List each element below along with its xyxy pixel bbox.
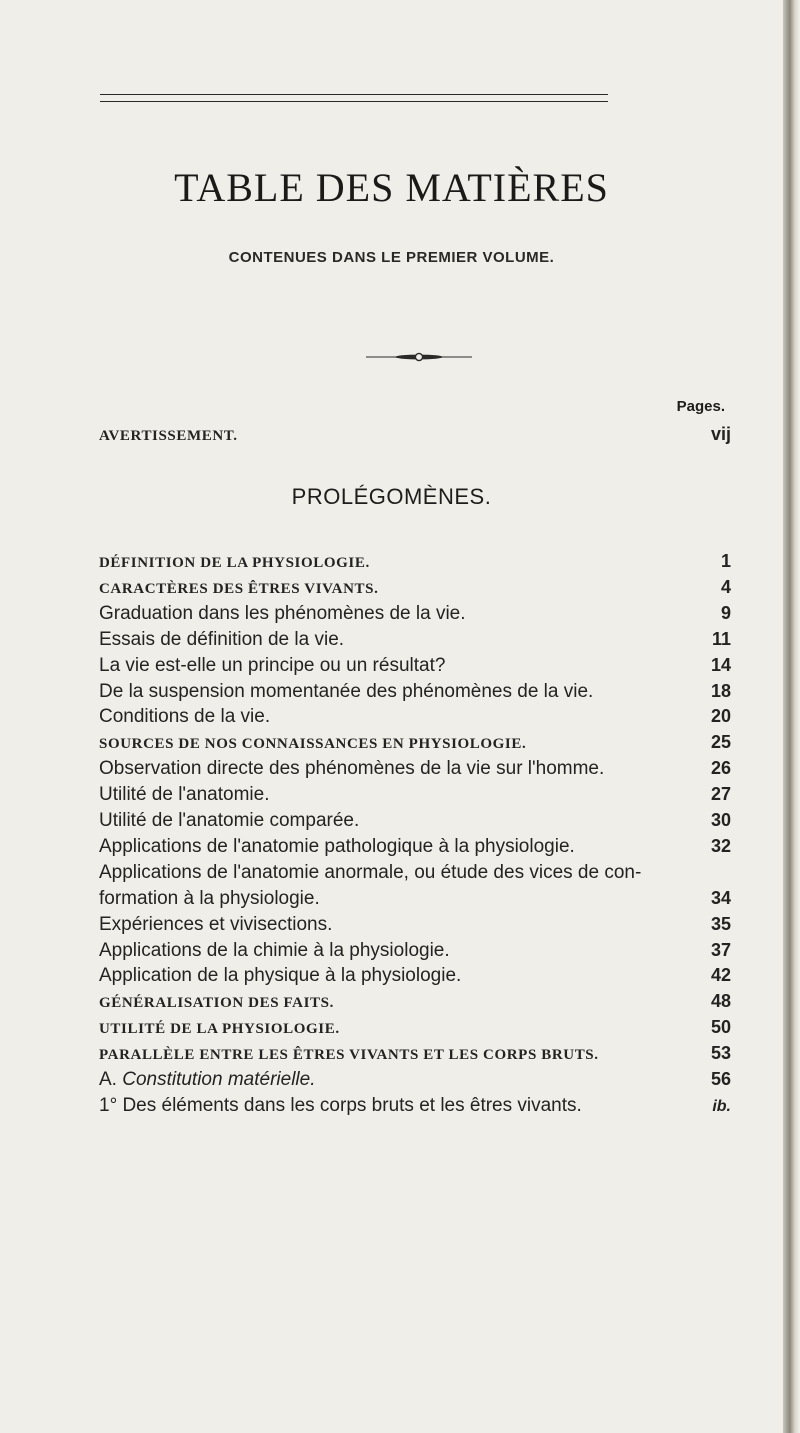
toc-entry-page: 1: [720, 551, 731, 571]
toc-entry-page: 34: [710, 887, 731, 908]
toc-entry-label: Applications de l'anatomie pathologique à la physiologie.: [99, 835, 575, 857]
toc-entry[interactable]: [99, 758, 731, 784]
toc-entry-label: De la suspension momentanée des phénomènes de la vie.: [99, 680, 594, 702]
top-rule-thin: [100, 101, 608, 102]
toc-entry-page: vij: [710, 424, 731, 444]
toc-entry[interactable]: [99, 1043, 731, 1069]
toc-entry[interactable]: [99, 577, 731, 603]
toc-entry[interactable]: [99, 603, 731, 629]
toc-entry-page: 48: [710, 991, 731, 1012]
ornament-divider: [366, 352, 472, 362]
toc-entry-page: 11: [711, 628, 731, 649]
toc-entry-label: Applications de l'anatomie anormale, ou étude des vices de con-: [99, 861, 642, 883]
toc-entry-page: 9: [720, 602, 731, 623]
toc-entry-page: 42: [710, 965, 731, 986]
page-edge-shadow: [783, 0, 800, 1433]
toc-entry[interactable]: [99, 706, 731, 732]
toc-entry-label: PARALLÈLE ENTRE LES ÊTRES VIVANTS ET LES CORPS BRUTS.: [99, 1047, 599, 1064]
toc-entry-label: GÉNÉRALISATION DES FAITS.: [99, 995, 334, 1012]
toc-entry-page: 32: [710, 835, 731, 856]
toc-entry-page: 26: [710, 758, 731, 779]
toc-entry-page: 18: [710, 680, 731, 701]
toc-entry[interactable]: [99, 681, 731, 707]
toc-entry-page: 30: [710, 810, 731, 830]
toc-entry[interactable]: [99, 888, 731, 914]
toc-entry-page: 27: [710, 784, 731, 805]
toc-entry-page: 50: [710, 1017, 731, 1038]
section-heading: PROLÉGOMÈNES.: [291, 484, 492, 509]
toc-entry[interactable]: [99, 732, 731, 758]
toc-entry-label: CARACTÈRES DES ÊTRES VIVANTS.: [99, 580, 379, 597]
toc-entry[interactable]: [99, 940, 731, 966]
page-subtitle: CONTENUES DANS LE PREMIER VOLUME.: [228, 249, 555, 266]
toc-entry-label: AVERTISSEMENT.: [99, 428, 238, 444]
toc-entry[interactable]: [99, 810, 731, 836]
top-rule-thick: [100, 94, 608, 95]
toc-entry-label: DÉFINITION DE LA PHYSIOLOGIE.: [99, 555, 370, 571]
toc-entry[interactable]: [99, 836, 731, 862]
toc-entry-label: formation à la physiologie.: [99, 887, 320, 909]
toc-entry-label: Observation directe des phénomènes de la vie sur l'homme.: [99, 758, 605, 780]
toc-entry[interactable]: [99, 1017, 731, 1043]
toc-entry-avertissement[interactable]: [99, 424, 731, 450]
toc-entry[interactable]: [99, 862, 731, 888]
toc-entry[interactable]: [99, 655, 731, 681]
toc-entry-page: 25: [710, 732, 731, 753]
toc-entry[interactable]: [99, 784, 731, 810]
toc-entry-label: UTILITÉ DE LA PHYSIOLOGIE.: [99, 1021, 340, 1038]
toc-entry-page: 35: [710, 913, 731, 934]
toc-entry-label: SOURCES DE NOS CONNAISSANCES EN PHYSIOLOGIE.: [99, 736, 527, 753]
toc-entry-page: 4: [720, 576, 731, 597]
page-title: TABLE DES MATIÈRES: [174, 165, 609, 210]
toc-entry-page: 14: [710, 654, 731, 675]
toc-entry-label: Applications de la chimie à la physiologie.: [99, 939, 450, 961]
pages-column-heading: Pages.: [676, 398, 725, 415]
toc-entry-label: 1° Des éléments dans les corps bruts et les êtres vivants.: [99, 1094, 582, 1116]
toc-entry-label: Utilité de l'anatomie comparée.: [99, 810, 360, 831]
toc-entry-label: Graduation dans les phénomènes de la vie.: [99, 602, 466, 624]
toc-entry-page: 37: [710, 939, 731, 960]
toc-entry-page: 56: [710, 1069, 731, 1089]
toc-entry-label: La vie est-elle un principe ou un résultat?: [99, 654, 446, 676]
toc-entry-label: Utilité de l'anatomie.: [99, 784, 270, 806]
toc-entry[interactable]: [99, 629, 731, 655]
toc-entry-page: 53: [710, 1043, 731, 1064]
toc-entry-label: Essais de définition de la vie.: [99, 628, 345, 650]
toc-entry-label: A. Constitution matérielle.: [99, 1069, 316, 1090]
toc-entry-label: Expériences et vivisections.: [99, 913, 333, 935]
toc-entry-page: 20: [710, 706, 731, 727]
toc-entry-label: Conditions de la vie.: [99, 706, 271, 728]
toc-entry[interactable]: [99, 551, 731, 577]
toc-entry-label: Application de la physique à la physiologie.: [99, 965, 462, 987]
toc-entry[interactable]: [99, 991, 731, 1017]
toc-entry[interactable]: [99, 965, 731, 991]
toc-entry[interactable]: [99, 914, 731, 940]
toc-entry[interactable]: [99, 1069, 731, 1095]
toc-entry-page: ib.: [712, 1097, 731, 1115]
toc-entry[interactable]: [99, 1095, 731, 1121]
